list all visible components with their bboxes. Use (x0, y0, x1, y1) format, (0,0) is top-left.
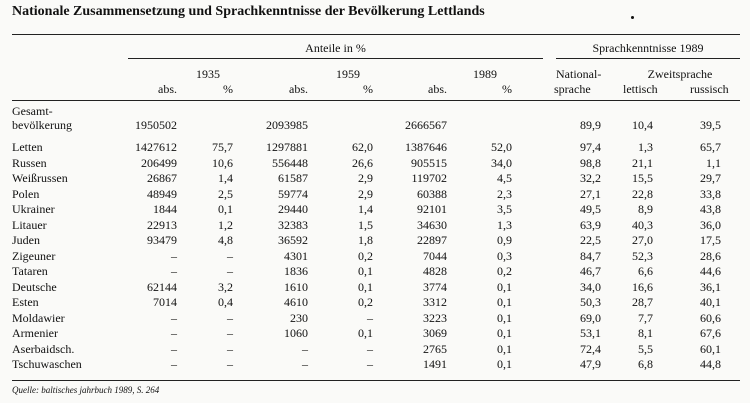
row-label: Tataren (12, 264, 48, 278)
group-rule-left (128, 58, 543, 59)
cell-nationalsprache: 22,5 (580, 233, 601, 247)
cell-russisch: 60,1 (700, 341, 721, 356)
cell-pct-1935: – (227, 341, 233, 356)
cell-abs-1959: 36592 (278, 233, 308, 247)
cell-pct-1989: 2,3 (497, 186, 512, 201)
cell-abs-1959: 1297881 (266, 140, 308, 154)
cell-russisch: 36,0 (700, 217, 721, 232)
cell-abs-1935: 206499 (141, 155, 177, 170)
cell-pct-1935: – (227, 357, 233, 371)
cell-abs-1959: 59774 (278, 186, 308, 201)
cell-pct-1959: 2,9 (358, 171, 373, 185)
row-label: Zigeuner (12, 248, 56, 263)
cell-abs-1959: – (302, 357, 308, 371)
cell-russisch: 67,6 (700, 326, 721, 340)
cell-nationalsprache: 53,1 (580, 326, 601, 340)
cell-lettisch: 8,1 (638, 326, 653, 340)
cell-abs-1989: 905515 (411, 155, 447, 170)
year-1935: 1935 (196, 67, 220, 81)
pct-1935: % (223, 82, 233, 96)
cell-abs-1989: 7044 (423, 248, 447, 263)
row-label: Weißrussen (12, 171, 68, 185)
cell-abs-1989: 4828 (423, 264, 447, 278)
cell-pct-1959: 0,1 (358, 279, 373, 294)
cell-abs-1989: 3069 (423, 326, 447, 340)
top-rule (12, 34, 740, 35)
cell-nationalsprache: 50,3 (580, 295, 601, 309)
cell-abs-1989: 34630 (417, 217, 447, 232)
cell-pct-1989: 0,1 (497, 326, 512, 340)
cell-pct-1989: 34,0 (491, 155, 512, 170)
cell-abs-1959: 556448 (272, 155, 308, 170)
cell-abs-1989: 2666567 (405, 118, 447, 132)
cell-pct-1959: 62,0 (352, 140, 373, 154)
cell-russisch: 28,6 (700, 248, 721, 263)
cell-pct-1935: 1,4 (218, 171, 233, 185)
cell-abs-1989: 2765 (423, 341, 447, 356)
header-national-1: National- (556, 67, 602, 81)
cell-pct-1935: – (227, 310, 233, 325)
cell-abs-1959: – (302, 341, 308, 356)
cell-abs-1935: 1950502 (135, 118, 177, 132)
cell-abs-1935: – (171, 357, 177, 371)
cell-lettisch: 27,0 (632, 233, 653, 247)
cell-abs-1959: 1610 (284, 279, 308, 294)
row-label: Letten (12, 140, 43, 154)
cell-pct-1959: – (367, 357, 373, 371)
cell-pct-1989: 0,1 (497, 310, 512, 325)
cell-lettisch: 10,4 (632, 118, 653, 132)
cell-abs-1959: 29440 (278, 202, 308, 216)
cell-pct-1959: 2,9 (358, 186, 373, 201)
cell-abs-1959: 1836 (284, 264, 308, 278)
cell-lettisch: 21,1 (632, 155, 653, 170)
row-label: Gesamt- (12, 104, 53, 118)
year-1989: 1989 (473, 67, 497, 81)
cell-nationalsprache: 97,4 (580, 140, 601, 154)
row-label: Tschuwaschen (12, 357, 82, 371)
cell-abs-1989: 92101 (417, 202, 447, 216)
cell-lettisch: 6,6 (638, 264, 653, 278)
header-zweitsprache: Zweitsprache (647, 67, 713, 81)
cell-abs-1935: – (171, 248, 177, 263)
cell-pct-1989: 0,1 (497, 279, 512, 294)
cell-abs-1989: 3312 (423, 295, 447, 309)
cell-nationalsprache: 34,0 (580, 279, 601, 294)
header-rule (12, 100, 740, 101)
source-note: Quelle: baltisches jahrbuch 1989, S. 264 (12, 385, 160, 395)
cell-abs-1935: 93479 (147, 233, 177, 247)
cell-lettisch: 6,8 (638, 357, 653, 371)
cell-pct-1935: 75,7 (212, 140, 233, 154)
cell-abs-1959: 2093985 (266, 118, 308, 132)
cell-nationalsprache: 46,7 (580, 264, 601, 278)
table-title: Nationale Zusammensetzung und Sprachkenntnisse der Bevölkerung Lettlands (12, 4, 485, 19)
cell-lettisch: 5,5 (638, 341, 653, 356)
header-national-2: sprache (554, 82, 591, 96)
cell-russisch: 36,1 (700, 279, 721, 294)
cell-nationalsprache: 47,9 (580, 357, 601, 371)
cell-pct-1935: 10,6 (212, 155, 233, 170)
cell-pct-1959: 0,2 (358, 295, 373, 309)
cell-pct-1989: 0,1 (497, 341, 512, 356)
cell-lettisch: 1,3 (638, 140, 653, 154)
cell-russisch: 17,5 (700, 233, 721, 247)
cell-pct-1989: 0,1 (497, 357, 512, 371)
cell-abs-1935: 1427612 (135, 140, 177, 154)
cell-pct-1989: 0,1 (497, 295, 512, 309)
cell-pct-1935: 0,1 (218, 202, 233, 216)
row-label: Juden (12, 233, 40, 247)
cell-pct-1959: 1,5 (358, 217, 373, 232)
cell-nationalsprache: 89,9 (580, 118, 601, 132)
cell-russisch: 39,5 (700, 118, 721, 132)
cell-russisch: 44,6 (700, 264, 721, 278)
cell-pct-1935: 0,4 (218, 295, 233, 309)
cell-russisch: 1,1 (706, 155, 721, 170)
cell-abs-1959: 1060 (284, 326, 308, 340)
cell-lettisch: 7,7 (638, 310, 653, 325)
cell-pct-1959: 1,4 (358, 202, 373, 216)
cell-pct-1989: 0,3 (497, 248, 512, 263)
cell-pct-1989: 1,3 (497, 217, 512, 232)
row-label: Armenier (12, 326, 58, 340)
cell-abs-1989: 3774 (423, 279, 447, 294)
row-label: Deutsche (12, 279, 57, 294)
cell-abs-1959: 61587 (278, 171, 308, 185)
pct-1959: % (363, 82, 373, 96)
cell-lettisch: 15,5 (632, 171, 653, 185)
cell-pct-1935: – (227, 264, 233, 278)
row-label: Ukrainer (12, 202, 55, 216)
cell-russisch: 43,8 (700, 202, 721, 216)
cell-pct-1959: 0,1 (358, 326, 373, 340)
cell-abs-1935: – (171, 264, 177, 278)
cell-pct-1959: 0,1 (358, 264, 373, 278)
cell-pct-1959: – (367, 341, 373, 356)
group-rule-right (556, 58, 740, 59)
cell-lettisch: 22,8 (632, 186, 653, 201)
cell-abs-1935: 1844 (153, 202, 177, 216)
cell-lettisch: 8,9 (638, 202, 653, 216)
pct-1989: % (502, 82, 512, 96)
cell-nationalsprache: 49,5 (580, 202, 601, 216)
cell-abs-1959: 4301 (284, 248, 308, 263)
cell-russisch: 60,6 (700, 310, 721, 325)
header-russisch: russisch (690, 82, 729, 96)
row-label: bevölkerung (12, 118, 72, 132)
cell-pct-1935: – (227, 326, 233, 340)
cell-abs-1989: 1387646 (405, 140, 447, 154)
cell-abs-1935: 22913 (147, 217, 177, 232)
header-lettisch: lettisch (623, 82, 658, 96)
cell-pct-1989: 52,0 (491, 140, 512, 154)
row-label: Moldawier (12, 310, 65, 325)
cell-abs-1989: 3223 (423, 310, 447, 325)
cell-nationalsprache: 72,4 (580, 341, 601, 356)
cell-abs-1935: 48949 (147, 186, 177, 201)
cell-abs-1935: 62144 (147, 279, 177, 294)
cell-lettisch: 52,3 (632, 248, 653, 263)
cell-pct-1959: – (367, 310, 373, 325)
cell-abs-1935: – (171, 310, 177, 325)
cell-abs-1959: 230 (290, 310, 308, 325)
group-header-sprachkenntnisse: Sprachkenntnisse 1989 (592, 41, 704, 55)
abs-1989: abs. (428, 82, 447, 96)
cell-pct-1935: 1,2 (218, 217, 233, 232)
stray-dot (631, 16, 634, 19)
abs-1935: abs. (158, 82, 177, 96)
cell-abs-1959: 4610 (284, 295, 308, 309)
cell-lettisch: 16,6 (632, 279, 653, 294)
cell-pct-1959: 26,6 (352, 155, 373, 170)
row-label: Polen (12, 186, 40, 201)
cell-pct-1935: 2,5 (218, 186, 233, 201)
cell-pct-1989: 0,9 (497, 233, 512, 247)
cell-russisch: 40,1 (700, 295, 721, 309)
cell-nationalsprache: 84,7 (580, 248, 601, 263)
cell-russisch: 29,7 (700, 171, 721, 185)
cell-lettisch: 40,3 (632, 217, 653, 232)
abs-1959: abs. (289, 82, 308, 96)
cell-abs-1989: 22897 (417, 233, 447, 247)
cell-nationalsprache: 98,8 (580, 155, 601, 170)
cell-russisch: 33,8 (700, 186, 721, 201)
cell-abs-1959: 32383 (278, 217, 308, 232)
cell-abs-1989: 1491 (423, 357, 447, 371)
cell-abs-1935: 7014 (153, 295, 177, 309)
row-label: Esten (12, 295, 39, 309)
cell-pct-1935: 4,8 (218, 233, 233, 247)
cell-pct-1959: 0,2 (358, 248, 373, 263)
cell-abs-1935: – (171, 341, 177, 356)
cell-nationalsprache: 27,1 (580, 186, 601, 201)
cell-pct-1989: 3,5 (497, 202, 512, 216)
year-1959: 1959 (336, 67, 360, 81)
row-label: Russen (12, 155, 47, 170)
cell-lettisch: 28,7 (632, 295, 653, 309)
cell-russisch: 65,7 (700, 140, 721, 154)
cell-abs-1935: – (171, 326, 177, 340)
row-label: Litauer (12, 217, 47, 232)
cell-russisch: 44,8 (700, 357, 721, 371)
cell-pct-1959: 1,8 (358, 233, 373, 247)
bottom-rule (12, 380, 740, 381)
cell-nationalsprache: 32,2 (580, 171, 601, 185)
group-header-anteile: Anteile in % (305, 41, 366, 55)
cell-pct-1989: 0,2 (497, 264, 512, 278)
cell-abs-1989: 60388 (417, 186, 447, 201)
cell-pct-1935: – (227, 248, 233, 263)
cell-nationalsprache: 63,9 (580, 217, 601, 232)
cell-nationalsprache: 69,0 (580, 310, 601, 325)
row-label: Aserbaidsch. (12, 341, 75, 356)
cell-abs-1989: 119702 (411, 171, 447, 185)
cell-pct-1935: 3,2 (218, 279, 233, 294)
cell-abs-1935: 26867 (147, 171, 177, 185)
cell-pct-1989: 4,5 (497, 171, 512, 185)
